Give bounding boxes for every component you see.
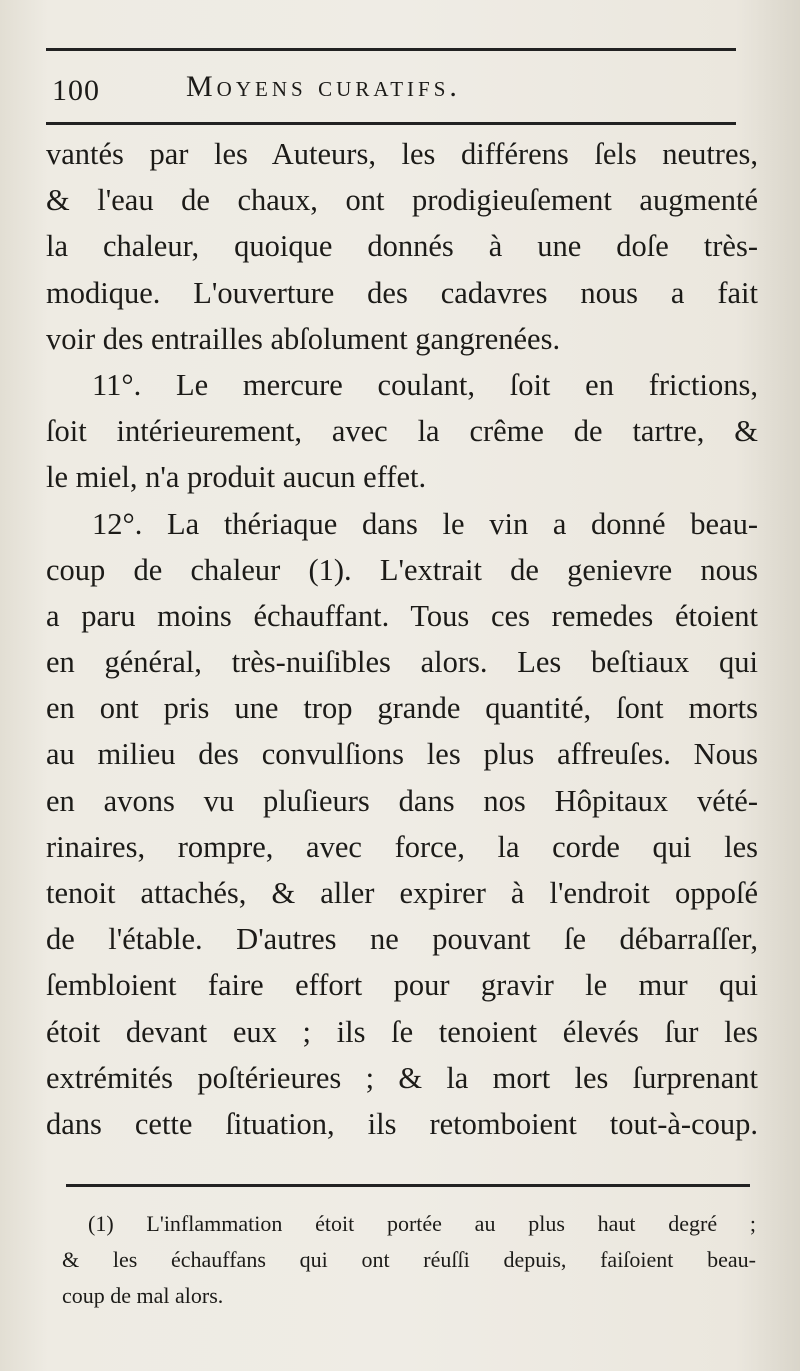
- text-line: coup de chaleur (1). L'extrait de genievre nous: [46, 552, 758, 587]
- text-line: au milieu des convulſions les plus affreuſes. Nous: [46, 737, 758, 772]
- text-line: en avons vu pluſieurs dans nos Hôpitaux vété-: [46, 783, 758, 818]
- text-line: vantés par les Auteurs, les différens ſels neutres,: [46, 137, 758, 171]
- page-number: 100: [52, 74, 100, 107]
- footnote: [62, 1206, 756, 1314]
- running-title: Moyens curatifs.: [186, 70, 461, 103]
- top-rule: [46, 48, 736, 51]
- footnote-line: (1) L'inflammation étoit portée au plus haut degré ;: [88, 1211, 756, 1236]
- footnote-line: & les échauffans qui ont réuſſi depuis, faiſoient beau-: [62, 1247, 756, 1272]
- text-line: extrémités poſtérieures ; & la mort les ſurprenant: [46, 1060, 758, 1095]
- text-line: étoit devant eux ; ils ſe tenoient élevés ſur les: [46, 1014, 758, 1049]
- header-rule: [46, 122, 736, 125]
- text-line: en général, très-nuiſibles alors. Les beſtiaux qui: [46, 645, 758, 680]
- text-line: rinaires, rompre, avec force, la corde qui les: [46, 829, 758, 864]
- text-line: voir des entrailles abſolument gangrenées.: [46, 321, 561, 356]
- text-line: 11°. Le mercure coulant, ſoit en frictions,: [92, 367, 758, 402]
- text-line: 12°. La thériaque dans le vin a donné beau-: [92, 506, 758, 541]
- main-text: [46, 131, 758, 1147]
- footnote-rule: [66, 1184, 750, 1187]
- text-line: en ont pris une trop grande quantité, ſont morts: [46, 691, 758, 726]
- text-line: la chaleur, quoique donnés à une doſe très-: [46, 229, 758, 264]
- text-line: ſoit intérieurement, avec la crême de tartre, &: [46, 414, 758, 449]
- text-line: & l'eau de chaux, ont prodigieuſement augmenté: [46, 183, 758, 218]
- text-line: dans cette ſituation, ils retomboient tout-à-coup.: [46, 1106, 758, 1141]
- text-line: a paru moins échauffant. Tous ces remedes étoient: [46, 598, 758, 633]
- text-line: de l'étable. D'autres ne pouvant ſe débarraſſer,: [46, 922, 758, 957]
- text-line: modique. L'ouverture des cadavres nous a fait: [46, 275, 758, 310]
- text-line: tenoit attachés, & aller expirer à l'endroit oppoſé: [46, 876, 758, 910]
- text-line: ſembloient faire effort pour gravir le mur qui: [46, 968, 758, 1003]
- running-head: [46, 64, 736, 112]
- footnote-line: coup de mal alors.: [62, 1283, 224, 1308]
- text-line: le miel, n'a produit aucun effet.: [46, 460, 427, 495]
